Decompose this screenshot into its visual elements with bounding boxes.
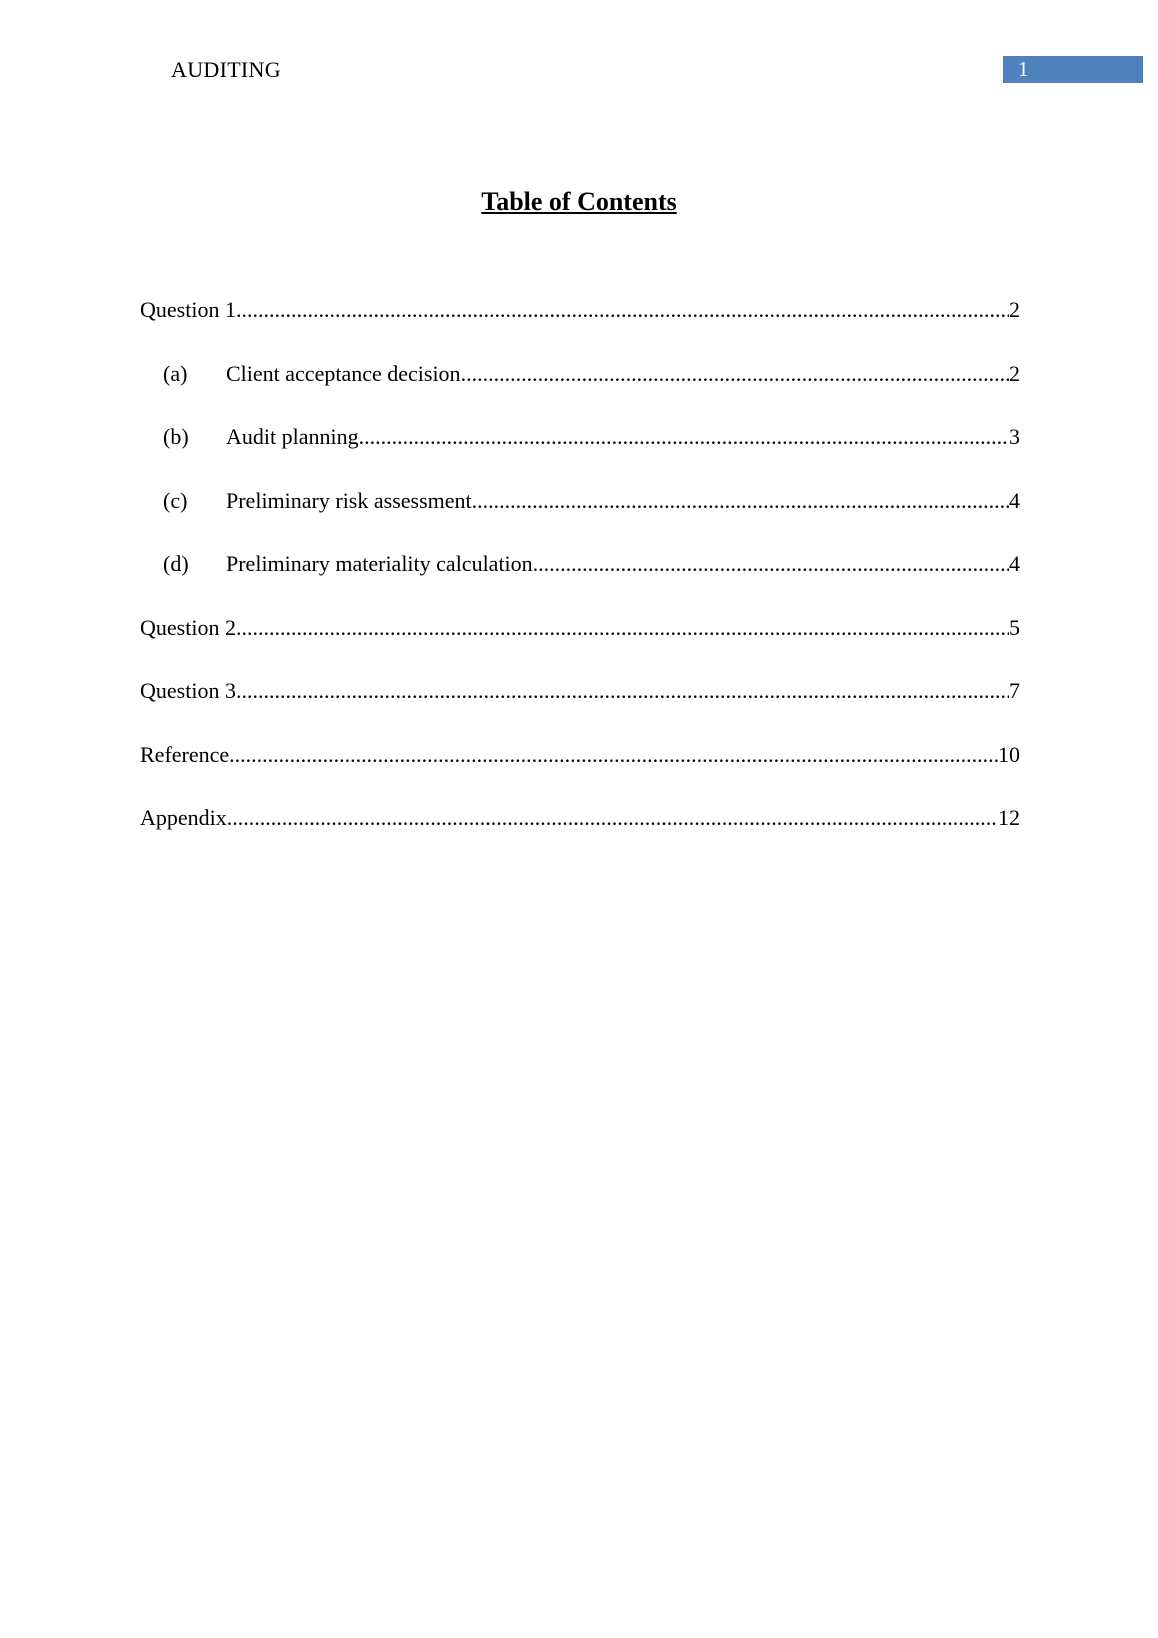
toc-entry-label: Preliminary risk assessment [226, 487, 472, 513]
toc-entry-label: Question 1 [140, 297, 236, 322]
toc-entry-audit-planning[interactable] [140, 421, 1020, 485]
toc-dot-leader [236, 675, 1009, 707]
toc-entry-client-acceptance[interactable] [140, 358, 1020, 422]
toc-entry-risk-assessment[interactable] [140, 485, 1020, 549]
toc-entry-page: 4 [1009, 551, 1020, 576]
header-title: AUDITING [171, 57, 281, 82]
toc-entry-materiality-calculation[interactable] [140, 548, 1020, 612]
toc-entry-question-1[interactable] [140, 294, 1020, 358]
toc-entry-reference[interactable] [140, 739, 1020, 803]
toc-entry-page: 2 [1009, 297, 1020, 322]
toc-entry-page: 7 [1009, 678, 1020, 703]
toc-entry-marker: (b) [163, 424, 189, 449]
toc-dot-leader [236, 294, 1009, 326]
toc-entry-question-3[interactable] [140, 675, 1020, 739]
toc-entry-label: Appendix [140, 805, 227, 830]
toc-entry-page: 5 [1009, 614, 1020, 640]
toc-entry-label: Reference [140, 741, 230, 767]
toc-entry-label: Client acceptance decision [226, 360, 461, 386]
toc-entry-page: 4 [1009, 487, 1020, 513]
toc-entry-page: 3 [1009, 424, 1020, 449]
toc-dot-leader [229, 739, 998, 771]
toc-entry-marker: (d) [163, 551, 189, 576]
toc-entry-page: 12 [998, 805, 1020, 830]
toc-entry-marker: (a) [163, 360, 188, 386]
toc-entry-label: Preliminary materiality calculation [226, 551, 533, 576]
toc-entry-page: 10 [998, 741, 1020, 767]
toc-entry-marker: (c) [163, 487, 188, 513]
toc-entry-appendix[interactable] [140, 802, 1020, 866]
toc-entry-page: 2 [1009, 360, 1020, 386]
toc-entry-label: Audit planning [226, 424, 359, 449]
toc-dot-leader [227, 802, 998, 834]
page-number-badge [1003, 56, 1143, 83]
toc-entry-label: Question 3 [140, 678, 236, 703]
toc-heading: Table of Contents [481, 187, 677, 216]
toc-entry-question-2[interactable] [140, 612, 1020, 676]
toc-dot-leader [461, 358, 1009, 390]
toc-dot-leader [472, 485, 1009, 517]
toc-entry-label: Question 2 [140, 614, 236, 640]
toc-dot-leader [359, 421, 1009, 453]
page-number: 1 [1018, 57, 1029, 81]
toc-dot-leader [533, 548, 1009, 580]
table-of-contents [140, 294, 1020, 866]
toc-dot-leader [236, 612, 1009, 644]
